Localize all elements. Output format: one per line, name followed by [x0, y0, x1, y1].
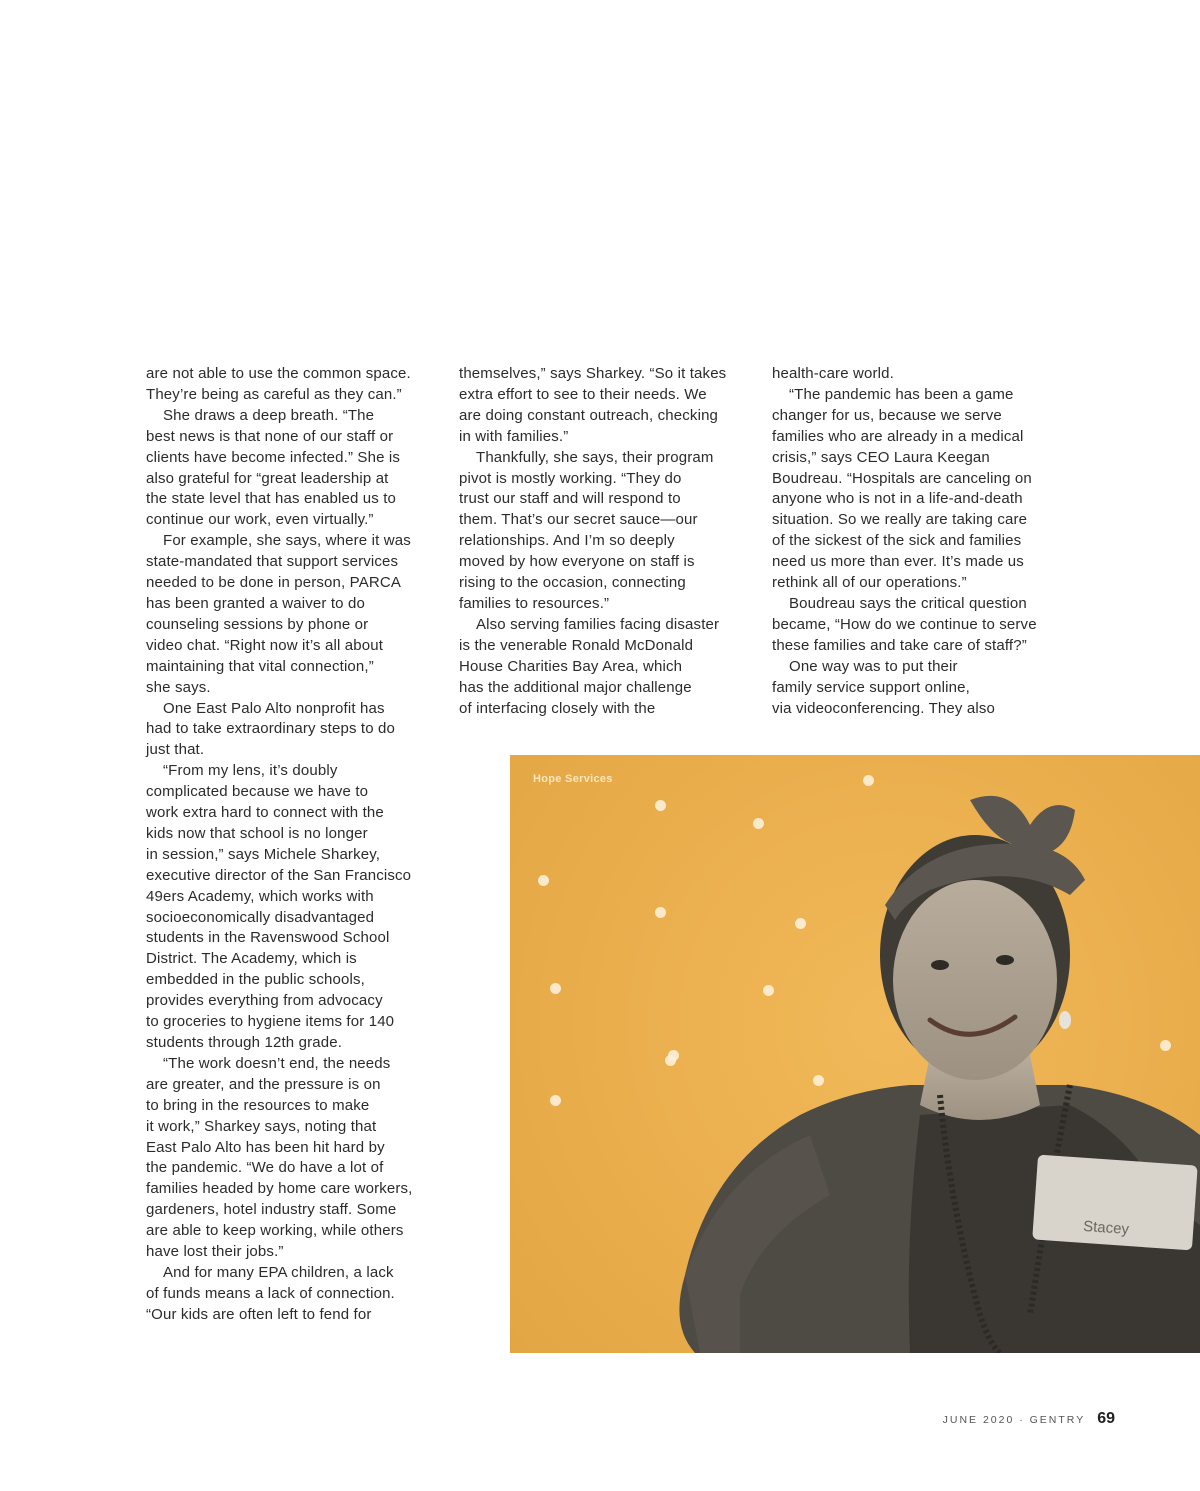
person-illustration: [510, 755, 1200, 1353]
text-line: One East Palo Alto nonprofit has: [163, 699, 385, 717]
page-number: 69: [1097, 1410, 1115, 1427]
article-column-3: [772, 364, 1064, 719]
name-tag-text: Stacey: [1082, 1217, 1130, 1239]
text-line: complicated because we have to: [146, 783, 369, 801]
text-line: Thankfully, she says, their program: [476, 448, 714, 466]
text-line: House Charities Bay Area, which: [459, 657, 683, 675]
text-line: work extra hard to connect with the: [146, 804, 384, 822]
text-line: has been granted a waiver to do: [146, 594, 365, 612]
text-line: rethink all of our operations.”: [772, 574, 967, 592]
text-line: of funds means a lack of connection.: [146, 1284, 395, 1302]
text-line: kids now that school is no longer: [146, 824, 368, 842]
text-line: gardeners, hotel industry staff. Some: [146, 1201, 397, 1219]
text-line: Boudreau says the critical question: [789, 594, 1027, 612]
text-line: just that.: [146, 741, 205, 759]
text-line: family service support online,: [772, 678, 970, 696]
text-line: to groceries to hygiene items for 140: [146, 1013, 395, 1031]
text-line: best news is that none of our staff or: [146, 427, 394, 445]
text-line: Boudreau. “Hospitals are canceling on: [772, 469, 1032, 487]
text-line: They’re being as careful as they can.”: [146, 385, 402, 403]
text-line: executive director of the San Francisco: [146, 866, 412, 884]
text-line: situation. So we really are taking care: [772, 511, 1028, 529]
text-line: of the sickest of the sick and families: [772, 532, 1022, 550]
text-line: moved by how everyone on staff is: [459, 553, 695, 571]
text-line: Also serving families facing disaster: [476, 615, 720, 633]
text-line: had to take extraordinary steps to do: [146, 720, 396, 738]
text-line: continue our work, even virtually.”: [146, 511, 374, 529]
text-line: “The pandemic has been a game: [789, 385, 1014, 403]
text-line: relationships. And I’m so deeply: [459, 532, 675, 550]
text-line: via videoconferencing. They also: [772, 699, 995, 717]
text-line: themselves,” says Sharkey. “So it takes: [459, 365, 727, 382]
text-line: “The work doesn’t end, the needs: [163, 1054, 391, 1072]
text-line: these families and take care of staff?”: [772, 636, 1027, 654]
text-line: are not able to use the common space.: [146, 365, 411, 382]
article-column-1: [146, 364, 438, 1326]
text-line: to bring in the resources to make: [146, 1096, 370, 1114]
text-line: needed to be done in person, PARCA: [146, 574, 401, 592]
text-line: in with families.”: [459, 427, 569, 445]
text-line: clients have become infected.” She is: [146, 448, 401, 466]
page-footer: [943, 1410, 1115, 1428]
text-line: counseling sessions by phone or: [146, 615, 369, 633]
text-line: is the venerable Ronald McDonald: [459, 636, 694, 654]
article-column-2: [459, 364, 751, 719]
text-line: “From my lens, it’s doubly: [163, 762, 338, 780]
text-line: are doing constant outreach, checking: [459, 406, 719, 424]
text-line: are able to keep working, while others: [146, 1222, 404, 1240]
text-line: maintaining that vital connection,”: [146, 657, 374, 675]
text-line: students through 12th grade.: [146, 1034, 343, 1051]
text-line: are greater, and the pressure is on: [146, 1075, 381, 1093]
text-line: changer for us, because we serve: [772, 406, 1002, 424]
text-line: And for many EPA children, a lack: [163, 1263, 394, 1281]
text-line: trust our staff and will respond to: [459, 490, 681, 508]
portrait-photo: [510, 755, 1200, 1353]
text-line: pivot is mostly working. “They do: [459, 469, 682, 487]
text-line: became, “How do we continue to serve: [772, 615, 1037, 633]
text-line: it work,” Sharkey says, noting that: [146, 1117, 377, 1135]
text-line: families headed by home care workers,: [146, 1180, 413, 1198]
text-line: One way was to put their: [789, 657, 958, 675]
text-line: For example, she says, where it was: [163, 532, 411, 550]
text-line: She draws a deep breath. “The: [163, 406, 375, 424]
text-line: families to resources.”: [459, 594, 610, 612]
text-line: 49ers Academy, which works with: [146, 887, 374, 905]
text-line: of interfacing closely with the: [459, 699, 656, 717]
photo-credit: Hope Services: [533, 773, 613, 785]
text-line: East Palo Alto has been hit hard by: [146, 1138, 385, 1156]
text-line: socioeconomically disadvantaged: [146, 908, 375, 926]
text-line: also grateful for “great leadership at: [146, 469, 389, 487]
text-line: health-care world.: [772, 365, 894, 382]
text-line: embedded in the public schools,: [146, 971, 365, 989]
text-line: in session,” says Michele Sharkey,: [146, 845, 381, 863]
text-line: need us more than ever. It’s made us: [772, 553, 1024, 571]
text-line: rising to the occasion, connecting: [459, 574, 686, 592]
text-line: have lost their jobs.”: [146, 1243, 284, 1261]
text-line: crisis,” says CEO Laura Keegan: [772, 448, 990, 466]
text-line: District. The Academy, which is: [146, 950, 357, 968]
text-line: has the additional major challenge: [459, 678, 692, 696]
text-line: “Our kids are often left to fend for: [146, 1305, 372, 1323]
footer-issue-label: JUNE 2020 · GENTRY: [942, 1414, 1086, 1426]
text-line: families who are already in a medical: [772, 427, 1024, 445]
text-line: video chat. “Right now it’s all about: [146, 636, 384, 654]
text-line: them. That’s our secret sauce—our: [459, 511, 698, 529]
text-line: anyone who is not in a life-and-death: [772, 490, 1023, 508]
text-line: provides everything from advocacy: [146, 992, 383, 1010]
text-line: state-mandated that support services: [146, 553, 399, 571]
text-line: extra effort to see to their needs. We: [459, 385, 707, 403]
text-line: the state level that has enabled us to: [146, 490, 397, 508]
text-line: she says.: [146, 678, 211, 696]
text-line: students in the Ravenswood School: [146, 929, 390, 947]
text-line: the pandemic. “We do have a lot of: [146, 1159, 384, 1177]
